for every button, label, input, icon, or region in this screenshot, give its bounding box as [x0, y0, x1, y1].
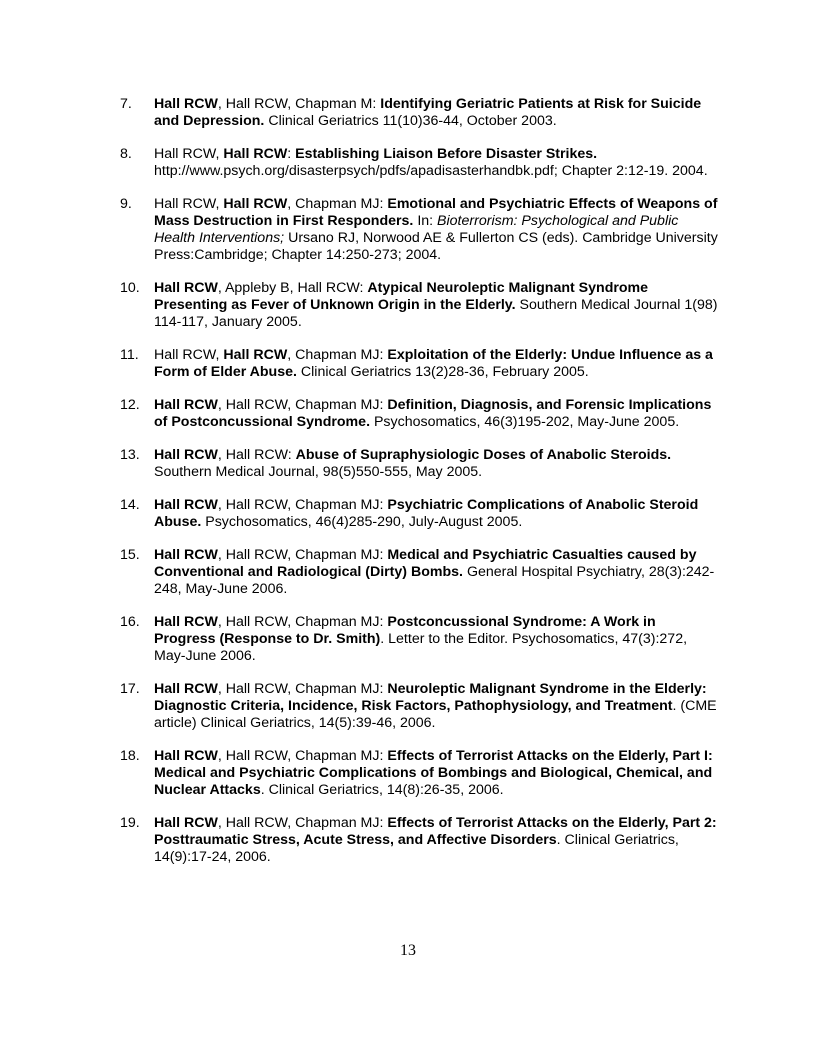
citation-text: Hall RCW, [154, 347, 224, 363]
entry-number: 12. [120, 397, 140, 413]
citation-text: , Hall RCW, Chapman MJ: [217, 497, 388, 513]
entry-number: 17. [120, 681, 140, 697]
citation-text: Hall RCW, [154, 146, 224, 162]
citation-text: . Clinical Geriatrics, 14(9):17-24, 2006. [154, 832, 679, 865]
citation-text: , Hall RCW, Chapman MJ: [217, 614, 388, 630]
page-number: 13 [400, 942, 416, 959]
publication-entry [120, 547, 720, 598]
entry-citation [154, 614, 720, 665]
citation-text: , Hall RCW, Chapman MJ: [217, 681, 388, 697]
publication-entry [120, 447, 720, 481]
citation-bold-text: Neuroleptic Malignant Syndrome in the Elderly: Diagnostic Criteria, Incidence, Risk Factors, Pathophysiology, and Treatment [154, 681, 707, 714]
entry-number: 19. [120, 815, 140, 831]
entry-number: 10. [120, 280, 140, 296]
citation-bold-text: Hall RCW [154, 748, 218, 764]
citation-text: , Hall RCW: [217, 447, 296, 463]
entry-number: 14. [120, 497, 140, 513]
citation-bold-text: Hall RCW [223, 347, 288, 363]
publication-entry [120, 347, 720, 381]
publication-entry [120, 397, 720, 431]
citation-text: In: [413, 213, 438, 229]
citation-bold-text: Hall RCW [223, 146, 288, 162]
entry-citation [154, 681, 720, 732]
entry-number: 18. [120, 748, 140, 764]
entry-number: 15. [120, 547, 140, 563]
citation-bold-text: Emotional and Psychiatric Effects of Weapons of Mass Destruction in First Responders. [154, 196, 718, 229]
citation-bold-text: Hall RCW [154, 96, 218, 112]
citation-text: Clinical Geriatrics 13(2)28-36, February 2005. [296, 364, 589, 380]
entry-number: 16. [120, 614, 140, 630]
entry-citation [154, 547, 720, 598]
entry-citation [154, 146, 720, 180]
publication-entry [120, 146, 720, 180]
citation-bold-text: Exploitation of the Elderly: Undue Influence as a Form of Elder Abuse. [154, 347, 713, 380]
citation-bold-text: Hall RCW [154, 280, 218, 296]
citation-text: , Hall RCW, Chapman MJ: [217, 397, 388, 413]
citation-bold-text: Atypical Neuroleptic Malignant Syndrome Presenting as Fever of Unknown Origin in the Elderly. [154, 280, 649, 313]
citation-text: , Hall RCW, Chapman MJ: [217, 547, 388, 563]
citation-bold-text: Establishing Liaison Before Disaster Strikes. [295, 146, 598, 162]
citation-bold-text: Hall RCW [154, 497, 218, 513]
entry-citation [154, 815, 720, 866]
citation-text: General Hospital Psychiatry, 28(3):242-248, May-June 2006. [154, 564, 715, 597]
citation-text: . Letter to the Editor. Psychosomatics, 47(3):272, May-June 2006. [154, 631, 688, 664]
citation-bold-text: Hall RCW [154, 815, 218, 831]
citation-text: Psychosomatics, 46(3)195-202, May-June 2005. [370, 414, 680, 430]
citation-italic-text: Bioterrorism: Psychological and Public Health Interventions; [154, 213, 679, 246]
publication-entry [120, 614, 720, 665]
citation-bold-text: Definition, Diagnosis, and Forensic Implications of Postconcussional Syndrome. [154, 397, 712, 430]
citation-text: Ursano RJ, Norwood AE & Fullerton CS (eds). Cambridge University Press:Cambridge; Chapter 14:250-273; 2004. [154, 230, 718, 263]
citation-text: Southern Medical Journal 1(98) 114-117, January 2005. [154, 297, 718, 330]
citation-text: Clinical Geriatrics 11(10)36-44, October 2003. [264, 113, 557, 129]
citation-bold-text: Identifying Geriatric Patients at Risk for Suicide and Depression. [154, 96, 702, 129]
citation-bold-text: Hall RCW [154, 547, 218, 563]
citation-text: : [287, 146, 296, 162]
citation-text: . (CME article) Clinical Geriatrics, 14(5):39-46, 2006. [154, 698, 717, 731]
citation-text: http://www.psych.org/disasterpsych/pdfs/apadisasterhandbk.pdf; Chapter 2:12-19. 2004. [154, 163, 708, 179]
citation-text: . Clinical Geriatrics, 14(8):26-35, 2006. [260, 782, 504, 798]
citation-text: , Hall RCW, Chapman M: [217, 96, 381, 112]
publication-entry [120, 280, 720, 331]
entry-citation [154, 196, 720, 264]
publication-entry [120, 815, 720, 866]
entry-citation [154, 748, 720, 799]
publication-entry [120, 196, 720, 264]
entry-citation [154, 447, 720, 481]
entry-citation [154, 497, 720, 531]
citation-bold-text: Hall RCW [154, 614, 218, 630]
citation-text: , Hall RCW, Chapman MJ: [217, 748, 388, 764]
entry-number: 7. [120, 96, 132, 112]
citation-text: , Appleby B, Hall RCW: [217, 280, 368, 296]
citation-bold-text: Hall RCW [154, 681, 218, 697]
entry-citation [154, 347, 720, 381]
citation-bold-text: Medical and Psychiatric Casualties caused by Conventional and Radiological (Dirty) Bombs. [154, 547, 697, 580]
publication-entry [120, 96, 720, 130]
entry-citation [154, 397, 720, 431]
citation-bold-text: Effects of Terrorist Attacks on the Elderly, Part 2: Posttraumatic Stress, Acute Stress, and Affective Disorders [154, 815, 717, 848]
publication-entry [120, 748, 720, 799]
entry-number: 13. [120, 447, 140, 463]
publication-entry [120, 681, 720, 732]
entry-number: 11. [120, 347, 139, 363]
citation-bold-text: Hall RCW [154, 447, 218, 463]
citation-bold-text: Effects of Terrorist Attacks on the Elderly, Part I: Medical and Psychiatric Complications of Bombings and Biological, Chemical, and Nuclear Attacks [154, 748, 713, 798]
citation-text: Psychosomatics, 46(4)285-290, July-August 2005. [201, 514, 523, 530]
citation-bold-text: Psychiatric Complications of Anabolic Steroid Abuse. [154, 497, 699, 530]
entry-citation [154, 96, 720, 130]
citation-text: Southern Medical Journal, 98(5)550-555, May 2005. [154, 464, 483, 480]
publication-list [120, 96, 720, 882]
entry-number: 9. [120, 196, 132, 212]
citation-bold-text: Postconcussional Syndrome: A Work in Progress (Response to Dr. Smith) [154, 614, 656, 647]
citation-bold-text: Hall RCW [154, 397, 218, 413]
citation-bold-text: Hall RCW [223, 196, 288, 212]
citation-text: , Chapman MJ: [287, 347, 388, 363]
entry-citation [154, 280, 720, 331]
citation-text: Hall RCW, [154, 196, 224, 212]
entry-number: 8. [120, 146, 132, 162]
citation-text: , Hall RCW, Chapman MJ: [217, 815, 388, 831]
citation-bold-text: Abuse of Supraphysiologic Doses of Anabolic Steroids. [295, 447, 672, 463]
publication-entry [120, 497, 720, 531]
citation-text: , Chapman MJ: [287, 196, 388, 212]
